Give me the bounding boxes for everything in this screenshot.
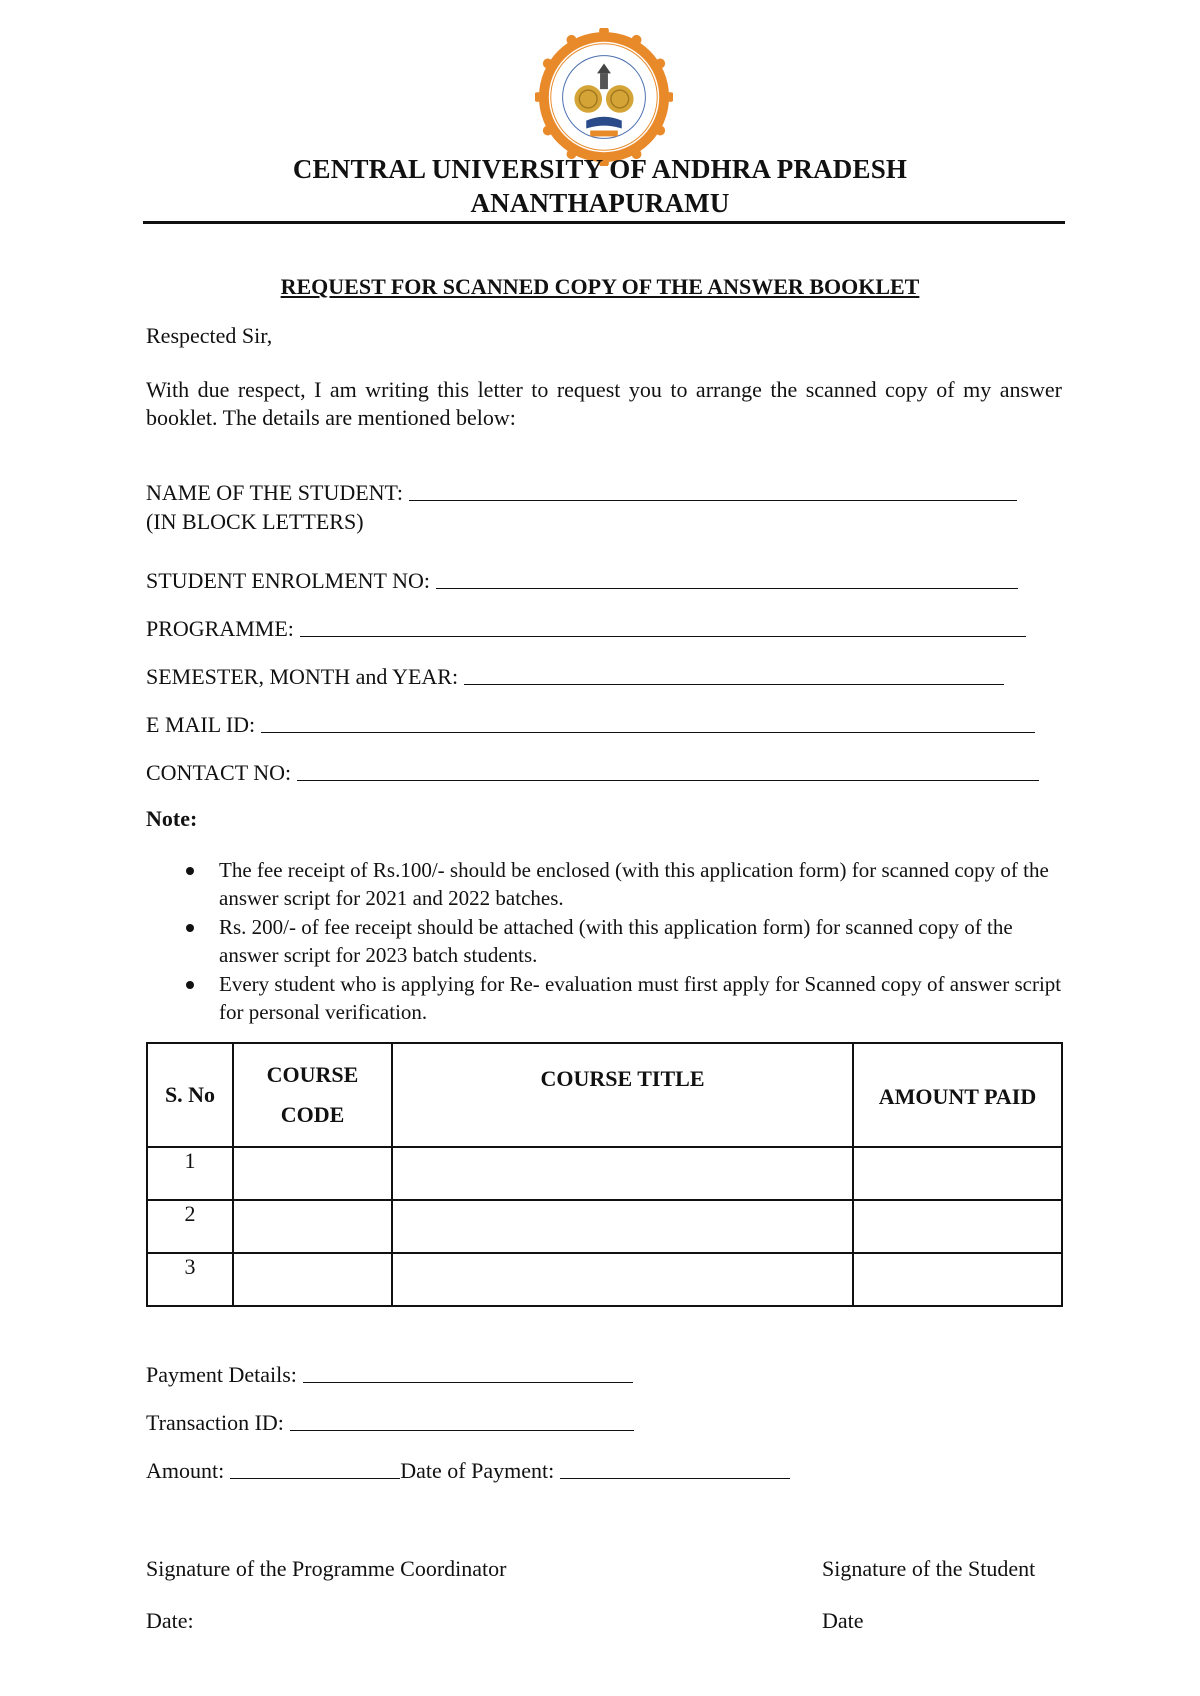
student-name-label: NAME OF THE STUDENT: — [146, 480, 403, 505]
table-row — [147, 1253, 1062, 1306]
coordinator-signature-label: Signature of the Programme Coordinator — [146, 1556, 507, 1581]
coordinator-date-label: Date: — [146, 1608, 194, 1633]
amount-date-field[interactable] — [146, 1456, 790, 1486]
semester-field[interactable] — [146, 662, 1004, 692]
semester-line[interactable] — [464, 662, 1004, 685]
student-name-line[interactable] — [409, 478, 1017, 501]
payment-details-field[interactable] — [146, 1360, 633, 1390]
student-name-field[interactable] — [146, 478, 1017, 508]
course-code-cell[interactable] — [233, 1200, 392, 1253]
header-divider — [143, 221, 1065, 224]
note-heading: Note: — [146, 806, 198, 831]
enrolment-no-label: STUDENT ENROLMENT NO: — [146, 568, 430, 593]
course-title-cell[interactable] — [392, 1147, 853, 1200]
programme-line[interactable] — [300, 614, 1026, 637]
block-letters-hint: (IN BLOCK LETTERS) — [146, 509, 364, 534]
date-of-payment-line[interactable] — [560, 1456, 790, 1479]
university-seal-icon — [535, 28, 673, 166]
table-header-row — [147, 1043, 1062, 1147]
bullet-icon — [186, 867, 194, 875]
row-sno: 2 — [147, 1200, 233, 1253]
contact-line[interactable] — [297, 758, 1039, 781]
course-title-cell[interactable] — [392, 1253, 853, 1306]
amount-label: Amount: — [146, 1458, 225, 1483]
email-field[interactable] — [146, 710, 1035, 740]
bullet-icon — [186, 924, 194, 932]
programme-label: PROGRAMME: — [146, 616, 294, 641]
header-course-code — [233, 1043, 392, 1147]
note-item: Every student who is applying for Re- evaluation must first apply for Scanned copy of answer script for personal verification. — [146, 970, 1066, 1026]
header-course-code-line2: CODE — [280, 1102, 345, 1127]
payment-details-line[interactable] — [303, 1360, 633, 1383]
enrolment-no-field[interactable] — [146, 566, 1018, 596]
header-sno: S. No — [147, 1043, 233, 1147]
salutation: Respected Sir, — [146, 323, 273, 348]
contact-label: CONTACT NO: — [146, 760, 292, 785]
note-item: The fee receipt of Rs.100/- should be enclosed (with this application form) for scanned copy of the answer script for 2021 and 2022 batches. — [146, 856, 1066, 912]
header-course-code-line1: COURSE — [266, 1062, 359, 1087]
course-code-cell[interactable] — [233, 1253, 392, 1306]
form-title: REQUEST FOR SCANNED COPY OF THE ANSWER BOOKLET — [280, 274, 920, 299]
semester-label: SEMESTER, MONTH and YEAR: — [146, 664, 459, 689]
university-location: ANANTHAPURAMU — [470, 188, 730, 218]
bullet-icon — [186, 981, 194, 989]
enrolment-no-line[interactable] — [436, 566, 1018, 589]
note-item: Rs. 200/- of fee receipt should be attached (with this application form) for scanned copy of the answer script for 2023 batch students. — [146, 913, 1066, 969]
course-table — [146, 1042, 1063, 1307]
transaction-id-field[interactable] — [146, 1408, 634, 1438]
email-label: E MAIL ID: — [146, 712, 256, 737]
email-line[interactable] — [261, 710, 1035, 733]
table-row — [147, 1147, 1062, 1200]
intro-paragraph: With due respect, I am writing this letter to request you to arrange the scanned copy of my answer booklet. The details are mentioned below: — [146, 377, 1062, 430]
contact-field[interactable] — [146, 758, 1039, 788]
university-name: CENTRAL UNIVERSITY OF ANDHRA PRADESH — [292, 154, 908, 184]
amount-paid-cell[interactable] — [853, 1253, 1062, 1306]
transaction-id-line[interactable] — [290, 1408, 634, 1431]
date-of-payment-label: Date of Payment: — [400, 1458, 555, 1483]
table-row — [147, 1200, 1062, 1253]
row-sno: 1 — [147, 1147, 233, 1200]
header-amount-paid: AMOUNT PAID — [853, 1043, 1062, 1147]
row-sno: 3 — [147, 1253, 233, 1306]
note-list — [146, 856, 1066, 1027]
amount-paid-cell[interactable] — [853, 1147, 1062, 1200]
student-signature-label: Signature of the Student — [822, 1556, 1036, 1581]
amount-line[interactable] — [230, 1456, 400, 1479]
amount-paid-cell[interactable] — [853, 1200, 1062, 1253]
payment-details-label: Payment Details: — [146, 1362, 297, 1387]
programme-field[interactable] — [146, 614, 1026, 644]
course-code-cell[interactable] — [233, 1147, 392, 1200]
student-date-label: Date — [822, 1608, 864, 1633]
header-course-title: COURSE TITLE — [392, 1043, 853, 1147]
course-title-cell[interactable] — [392, 1200, 853, 1253]
transaction-id-label: Transaction ID: — [146, 1410, 284, 1435]
